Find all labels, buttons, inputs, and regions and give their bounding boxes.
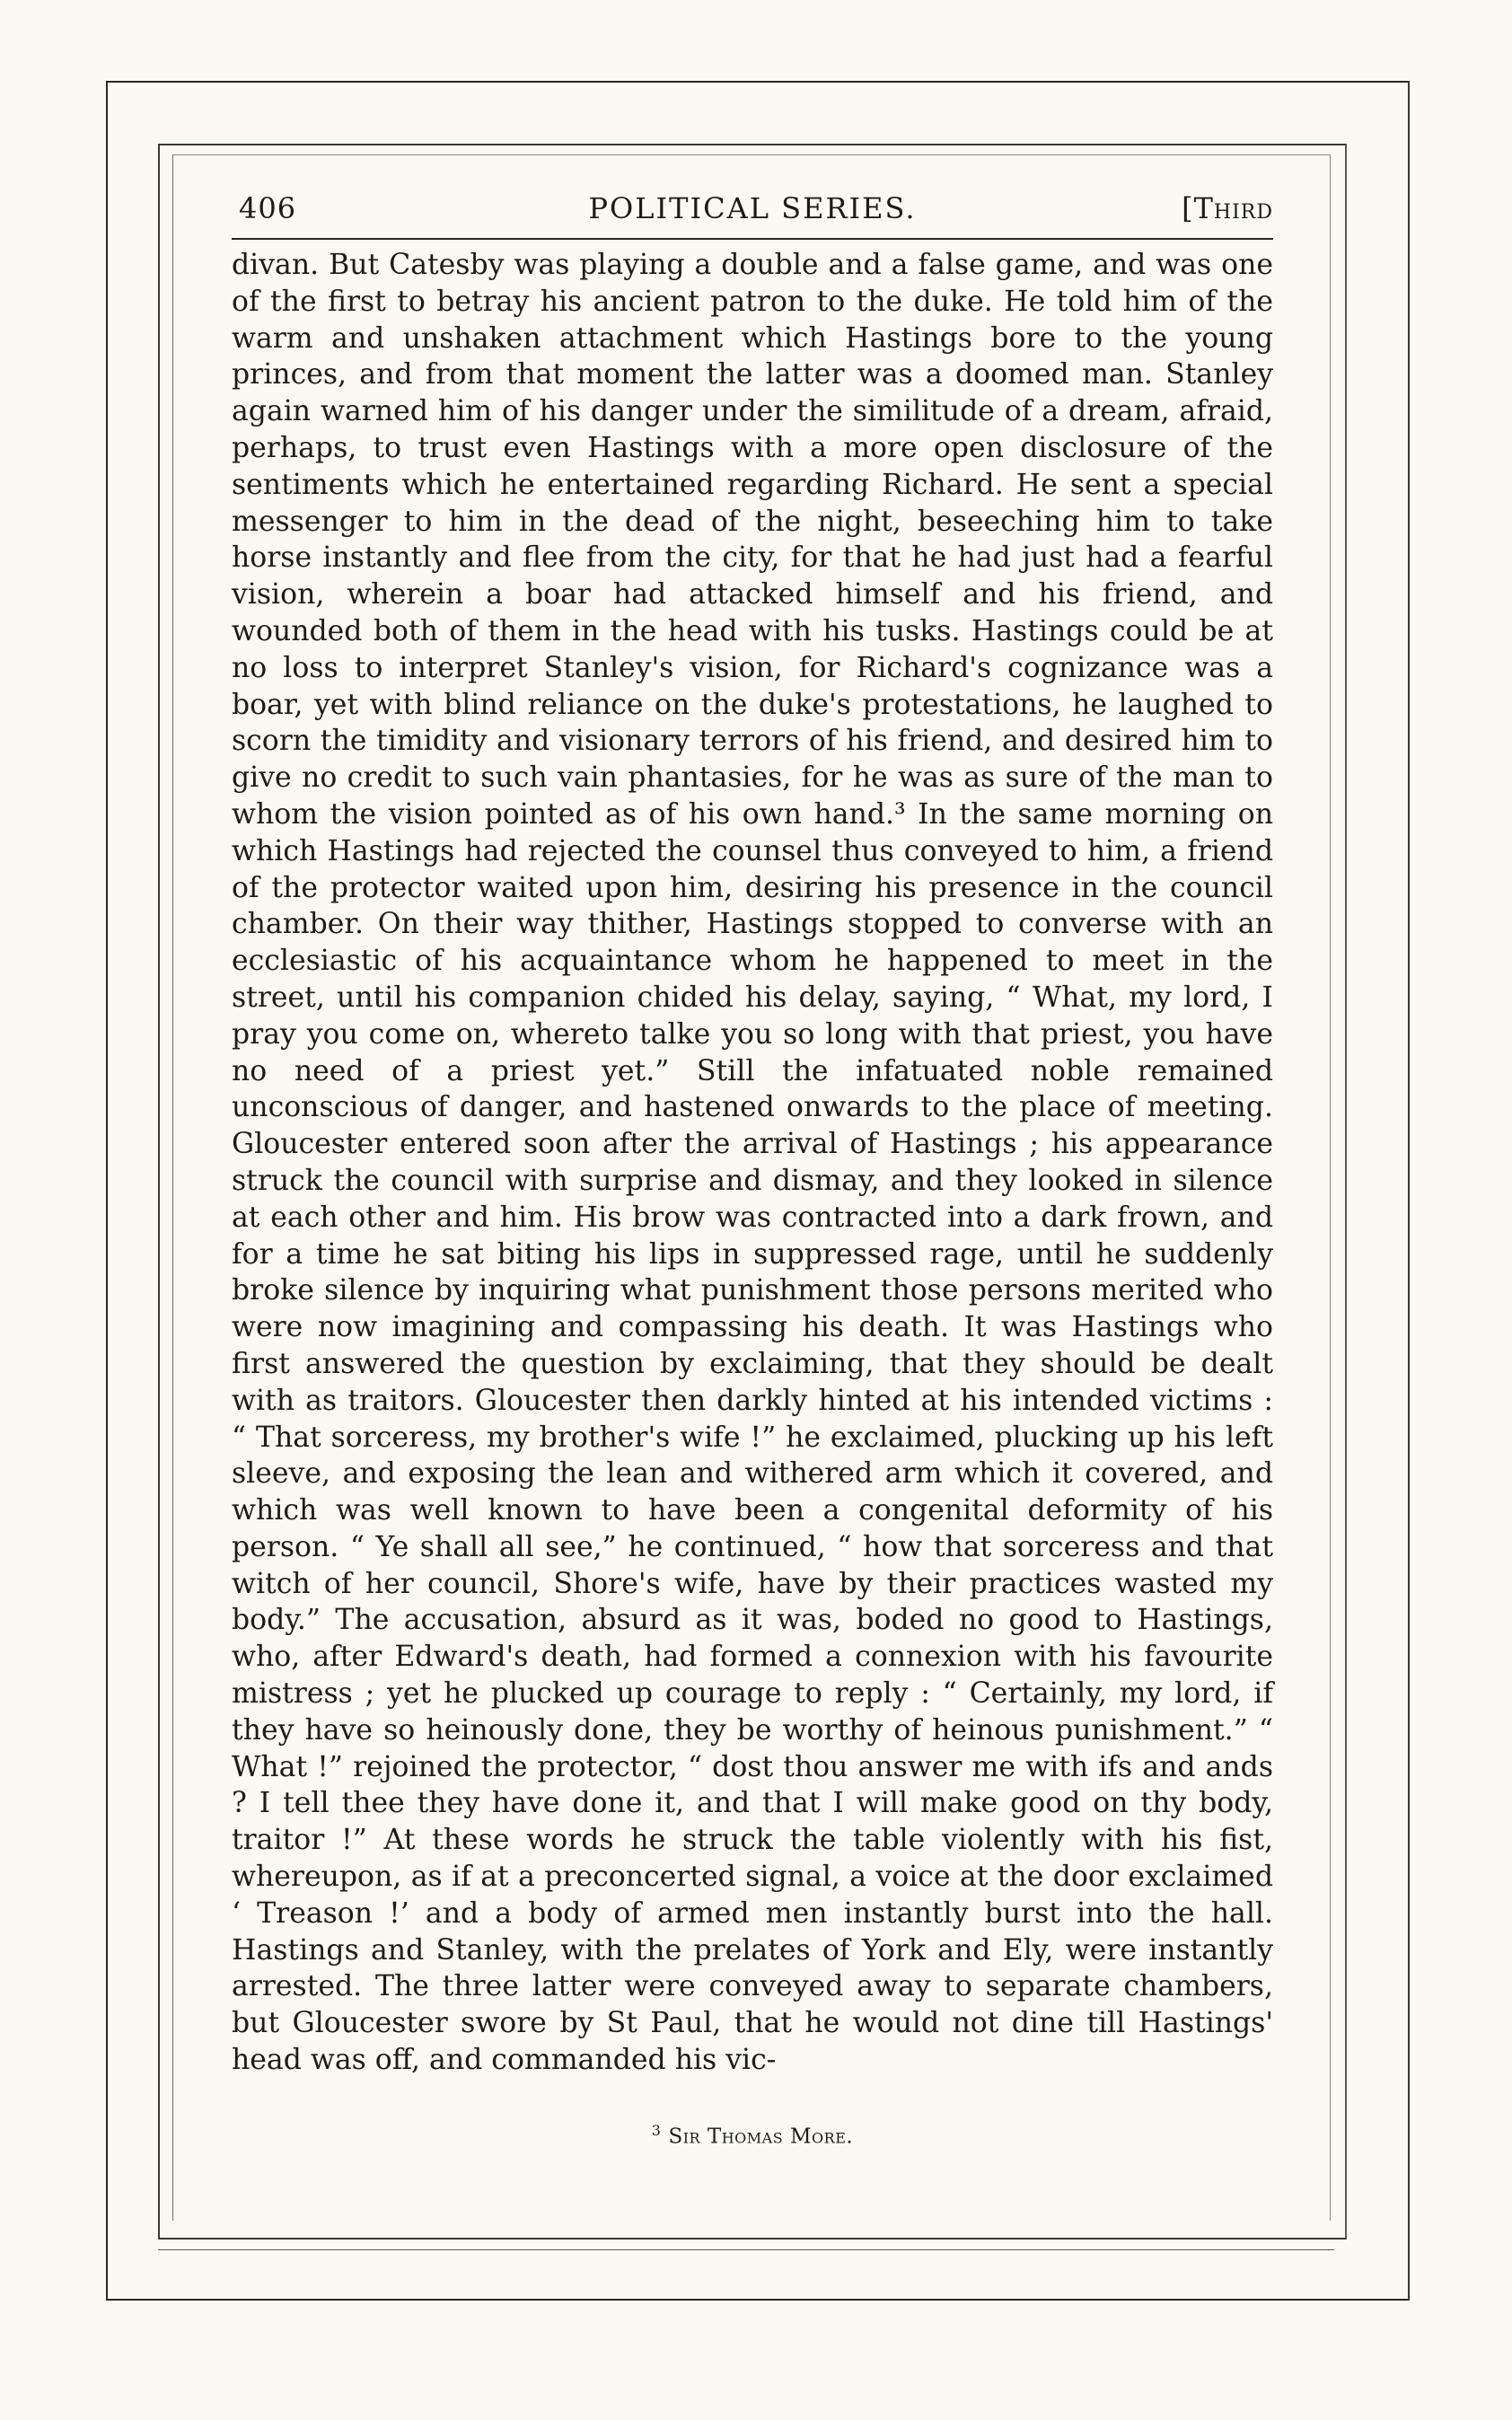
page-content xyxy=(232,184,1273,2149)
page-number: 406 xyxy=(239,191,297,225)
running-title: POLITICAL SERIES. xyxy=(588,191,917,225)
header-rule xyxy=(232,238,1273,240)
bottom-frame-rule xyxy=(106,2299,1408,2301)
running-section: [Third xyxy=(1182,191,1273,225)
footnote-text: Sir Thomas More. xyxy=(668,2125,854,2149)
page-header xyxy=(232,184,1273,229)
body-text: divan. But Catesby was playing a double and a false game, and was one of the first to betray his ancient patron to the duke. He told him of the warm and unshaken attachment which Hastings bore to the young princes, and from that moment the latter was a doomed man. Stanley again warned him of his danger under the similitude of a dream, afraid, perhaps, to trust even Hastings with a more open disclosure of the sentiments which he entertained regarding Richard. He sent a special messenger to him in the dead of the night, beseeching him to take horse instantly and flee from the city, for that he had just had a fearful vision, wherein a boar had attacked himself and his friend, and wounded both of them in the head with his tusks. Hastings could be at no loss to interpret Stanley's vision, for Richard's cognizance was a boar, yet with blind reliance on the duke's protestations, he laughed to scorn the timidity and visionary terrors of his friend, and desired him to give no credit to such vain phantasies, for he was as sure of the man to whom the vision pointed as of his own hand.³ In the same morning on which Hastings had rejected the counsel thus conveyed to him, a friend of the protector waited upon him, desiring his presence in the council chamber. On their way thither, Hastings stopped to converse with an ecclesiastic of his acquaintance whom he happened to meet in the street, until his companion chided his delay, saying, “ What, my lord, I pray you come on, whereto talke you so long with that priest, you have no need of a priest yet.” Still the infatuated noble remained unconscious of danger, and hastened onwards to the place of meeting. Gloucester entered soon after the arrival of Hastings ; his appearance struck the council with surprise and dismay, and they looked in silence at each other and him. His brow was contracted into a dark frown, and for a time he sat biting his lips in suppressed rage, until he suddenly broke silence by inquiring what punishment those persons merited who were now imagining and compassing his death. It was Hastings who first answered the question by exclaiming, that they should be dealt with as traitors. Gloucester then darkly hinted at his intended victims : “ That sorceress, my brother's wife !” he exclaimed, plucking up his left sleeve, and exposing the lean and withered arm which it covered, and which was well known to have been a congenital deformity of his person. “ Ye shall all see,” he continued, “ how that sorceress and that witch of her council, Shore's wife, have by their practices wasted my body.” The accusation, absurd as it was, boded no good to Hastings, who, after Edward's death, had formed a connexion with his favourite mistress ; yet he plucked up courage to reply : “ Certainly, my lord, if they have so heinously done, they be worthy of heinous punishment.” “ What !” rejoined the protector, “ dost thou answer me with ifs and ands ? I tell thee they have done it, and that I will make good on thy body, traitor !” At these words he struck the table violently with his fist, whereupon, as if at a preconcerted signal, a voice at the door exclaimed ‘ Treason !’ and a body of armed men instantly burst into the hall. Hastings and Stanley, with the prelates of York and Ely, were instantly arrested. The three latter were conveyed away to separate chambers, but Gloucester swore by St Paul, that he would not dine till Hastings' head was off, and commanded his vic- xyxy=(232,249,1273,2077)
footnote-marker: 3 xyxy=(651,2121,662,2139)
bottom-inner-rule xyxy=(158,2249,1334,2250)
footnote xyxy=(232,2122,1273,2149)
